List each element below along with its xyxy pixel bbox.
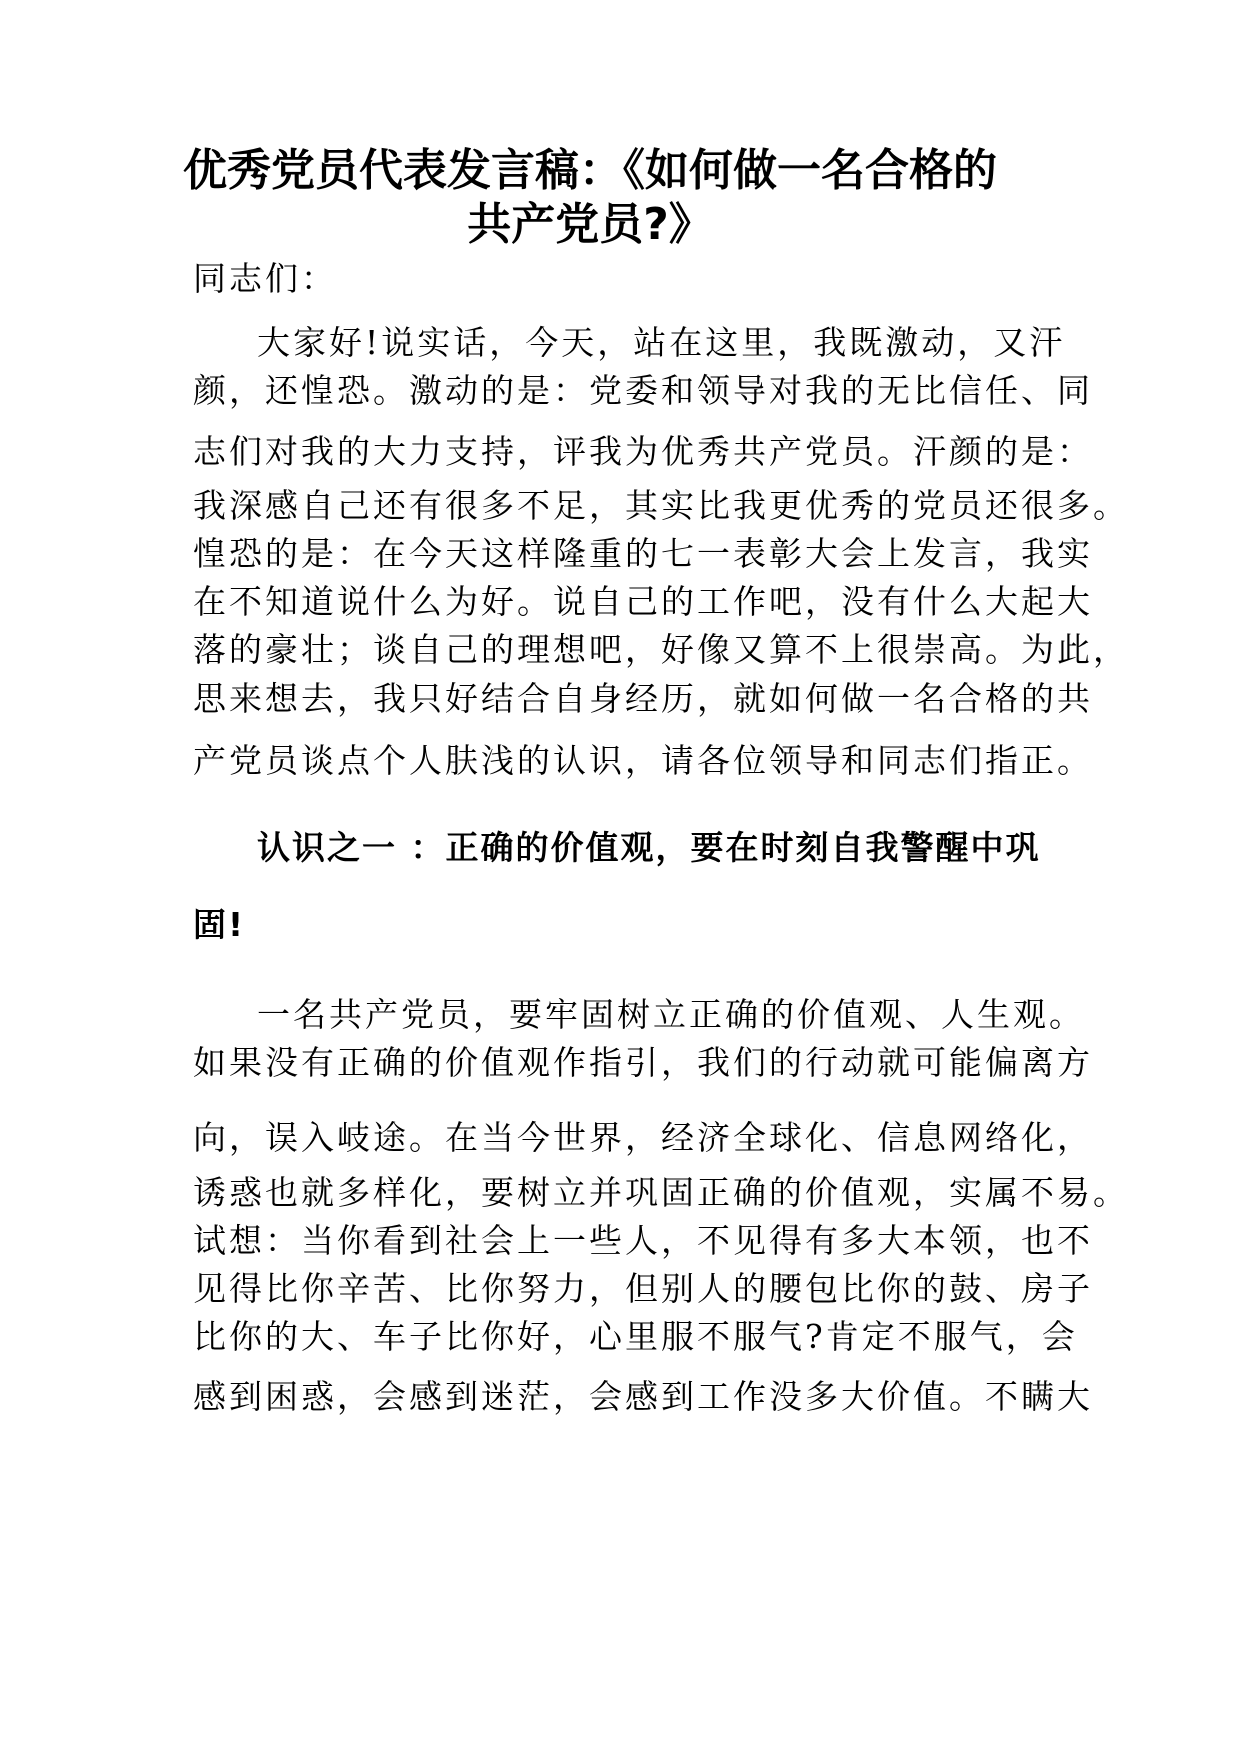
paragraph-2-line: 试想：当你看到社会上一些人，不见得有多大本领，也不 [193, 1221, 1093, 1260]
paragraph-2-line: 一名共产党员，要牢固树立正确的价值观、人生观。 [257, 995, 1085, 1034]
paragraph-1-line: 惶恐的是：在今天这样隆重的七一表彰大会上发言，我实 [193, 534, 1093, 573]
section-heading-line-1: 认识之一 ：正确的价值观，要在时刻自我警醒中巩 [257, 828, 1041, 867]
paragraph-1-line: 在不知道说什么为好。说自己的工作吧，没有什么大起大 [193, 582, 1093, 621]
paragraph-2-line: 见得比你辛苦、比你努力，但别人的腰包比你的鼓、房子 [193, 1269, 1093, 1308]
paragraph-1-line: 思来想去，我只好结合自身经历，就如何做一名合格的共 [193, 679, 1093, 718]
paragraph-2-line: 比你的大、车子比你好，心里服不服气?肯定不服气，会 [193, 1317, 1078, 1356]
paragraph-1-line: 颜，还惶恐。激动的是：党委和领导对我的无比信任、同 [193, 371, 1093, 410]
document-title-line-1: 优秀党员代表发言稿：《如何做一名合格的 [183, 145, 997, 196]
paragraph-1-line: 落的豪壮；谈自己的理想吧，好像又算不上很崇高。为此， [193, 630, 1129, 669]
paragraph-1-line: 产党员谈点个人肤浅的认识，请各位领导和同志们指正。 [193, 741, 1093, 780]
paragraph-2-line: 诱惑也就多样化，要树立并巩固正确的价值观，实属不易。 [193, 1173, 1129, 1212]
paragraph-2-line: 感到困惑，会感到迷茫，会感到工作没多大价值。不瞒大 [193, 1377, 1093, 1416]
salutation: 同志们： [193, 259, 337, 298]
paragraph-1-line: 我深感自己还有很多不足，其实比我更优秀的党员还很多。 [193, 486, 1129, 525]
paragraph-1-line: 志们对我的大力支持，评我为优秀共产党员。汗颜的是： [193, 432, 1093, 471]
document-title-line-2: 共产党员?》 [467, 199, 713, 250]
paragraph-2-line: 如果没有正确的价值观作指引，我们的行动就可能偏离方 [193, 1043, 1093, 1082]
paragraph-1-line: 大家好!说实话，今天，站在这里，我既激动，又汗 [257, 323, 1066, 362]
section-heading-line-2: 固! [193, 905, 246, 944]
paragraph-2-line: 向，误入岐途。在当今世界，经济全球化、信息网络化， [193, 1118, 1093, 1157]
